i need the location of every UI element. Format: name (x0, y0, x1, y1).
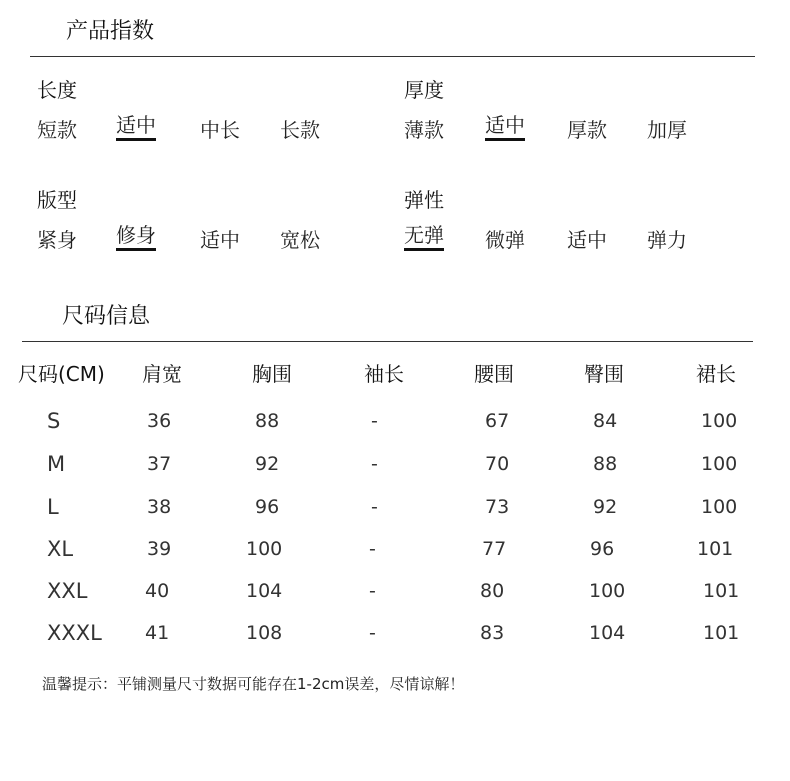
option-thickness-extra-thick: 加厚 (647, 118, 687, 142)
table-cell-waist: 80 (480, 580, 505, 602)
table-cell-chest: 96 (255, 496, 280, 518)
option-fit-loose: 宽松 (280, 228, 320, 252)
table-cell-skirt-length: 100 (701, 410, 738, 432)
table-cell-hip: 84 (593, 410, 618, 432)
table-cell-size: XL (47, 537, 74, 561)
table-cell-skirt-length: 100 (701, 453, 738, 475)
table-cell-size: M (47, 452, 66, 476)
table-cell-waist: 77 (482, 538, 507, 560)
table-header-hip: 臀围 (584, 362, 624, 386)
option-elasticity-medium: 适中 (567, 228, 607, 252)
table-cell-sleeve: - (369, 538, 376, 560)
table-header-skirt-length: 裙长 (696, 362, 736, 386)
option-length-short: 短款 (37, 118, 77, 142)
table-cell-sleeve: - (371, 496, 378, 518)
table-cell-chest: 92 (255, 453, 280, 475)
table-cell-size: L (47, 495, 59, 519)
table-cell-waist: 73 (485, 496, 510, 518)
table-cell-shoulder: 37 (147, 453, 172, 475)
table-cell-chest: 100 (246, 538, 283, 560)
table-cell-shoulder: 41 (145, 622, 170, 644)
table-cell-hip: 92 (593, 496, 618, 518)
table-cell-sleeve: - (369, 580, 376, 602)
table-cell-chest: 104 (246, 580, 283, 602)
option-length-mid-long: 中长 (200, 118, 240, 142)
size-info-divider (22, 341, 753, 342)
table-cell-shoulder: 39 (147, 538, 172, 560)
table-cell-sleeve: - (369, 622, 376, 644)
option-elasticity-none-selected: 无弹 (404, 224, 444, 251)
option-fit-slim-selected: 修身 (116, 224, 156, 251)
attr-label-length: 长度 (37, 78, 77, 102)
table-header-waist: 腰围 (474, 362, 514, 386)
table-cell-sleeve: - (371, 453, 378, 475)
option-length-medium-selected: 适中 (116, 114, 156, 141)
table-cell-waist: 70 (485, 453, 510, 475)
table-cell-size: S (47, 409, 61, 433)
table-header-chest: 胸围 (252, 362, 292, 386)
option-thickness-thin: 薄款 (404, 118, 444, 142)
attr-label-fit: 版型 (37, 188, 77, 212)
attr-label-thickness: 厚度 (404, 78, 444, 102)
option-fit-tight: 紧身 (37, 228, 77, 252)
option-fit-regular: 适中 (200, 228, 240, 252)
table-cell-hip: 100 (589, 580, 626, 602)
table-cell-waist: 67 (485, 410, 510, 432)
table-cell-sleeve: - (371, 410, 378, 432)
table-cell-skirt-length: 101 (703, 622, 740, 644)
table-cell-chest: 108 (246, 622, 283, 644)
table-cell-hip: 88 (593, 453, 618, 475)
table-cell-waist: 83 (480, 622, 505, 644)
table-cell-shoulder: 38 (147, 496, 172, 518)
section-divider (30, 56, 755, 57)
measurement-note: 温馨提示：平铺测量尺寸数据可能存在1-2cm误差，尽情谅解！ (42, 675, 465, 693)
option-elasticity-stretch: 弹力 (647, 228, 687, 252)
attr-label-elasticity: 弹性 (404, 188, 444, 212)
table-cell-skirt-length: 100 (701, 496, 738, 518)
table-cell-hip: 104 (589, 622, 626, 644)
table-cell-skirt-length: 101 (697, 538, 734, 560)
option-length-long: 长款 (280, 118, 320, 142)
table-cell-size: XXXL (47, 621, 102, 645)
table-header-shoulder: 肩宽 (142, 362, 182, 386)
size-info-title: 尺码信息 (62, 304, 151, 329)
table-cell-skirt-length: 101 (703, 580, 740, 602)
table-cell-size: XXL (47, 579, 88, 603)
option-thickness-medium-selected: 适中 (485, 114, 525, 141)
table-cell-shoulder: 40 (145, 580, 170, 602)
option-thickness-thick: 厚款 (567, 118, 607, 142)
table-cell-hip: 96 (590, 538, 615, 560)
product-index-title: 产品指数 (66, 19, 155, 44)
table-cell-shoulder: 36 (147, 410, 172, 432)
table-cell-chest: 88 (255, 410, 280, 432)
table-header-sleeve: 袖长 (364, 362, 404, 386)
table-header-size: 尺码(CM) (18, 362, 105, 386)
option-elasticity-slight: 微弹 (485, 228, 525, 252)
